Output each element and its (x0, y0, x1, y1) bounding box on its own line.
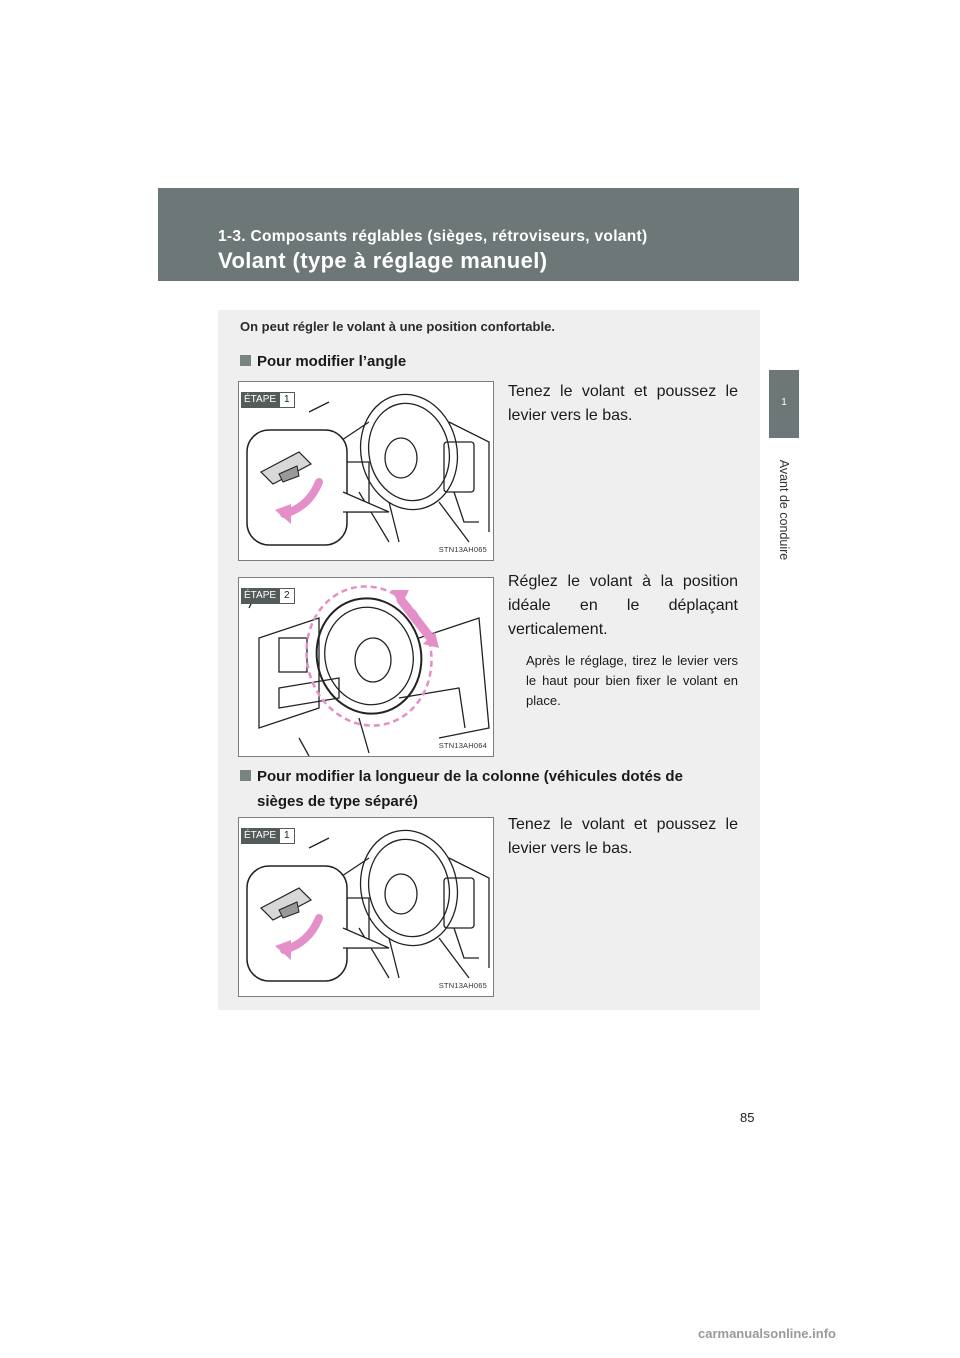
chapter-label: Avant de conduire (777, 459, 791, 561)
intro-text: On peut régler le volant à une position confortable. (240, 319, 555, 334)
subheading-angle (240, 349, 750, 374)
step-number: 1 (279, 392, 295, 408)
figure-step-2-adjust-height (238, 577, 494, 757)
step-label: ÉTAPE (241, 588, 279, 604)
step-badge (241, 588, 295, 604)
figure-code: STN13AH065 (438, 981, 487, 990)
step-label: ÉTAPE (241, 392, 279, 408)
bullet-square-icon (240, 355, 251, 366)
subheading-column-line1: Pour modifier la longueur de la colonne (véhicules dotés de (257, 768, 683, 785)
chapter-tab[interactable] (769, 370, 799, 438)
figure-code: STN13AH064 (438, 741, 487, 750)
figure-step-1-lever-down (238, 381, 494, 561)
steering-lever-illustration (239, 818, 494, 996)
steering-lever-illustration (239, 382, 494, 561)
page-number: 85 (740, 1110, 755, 1125)
figure-step-1-column-lever-down (238, 817, 494, 997)
step-number: 2 (279, 588, 295, 604)
subheading-angle-text: Pour modifier l’angle (257, 353, 407, 370)
chapter-label-vertical (764, 450, 804, 570)
step-2-text: Réglez le volant à la position idéale en le déplaçant verticalement. (508, 573, 738, 638)
bullet-square-icon (240, 770, 251, 781)
step-label: ÉTAPE (241, 828, 279, 844)
step-badge (241, 392, 295, 408)
section-title: 1-3. Composants réglables (sièges, rétroviseurs, volant) (218, 228, 648, 245)
figure-code: STN13AH065 (438, 545, 487, 554)
subheading-column-length (240, 764, 750, 814)
step-badge (241, 828, 295, 844)
subheading-column-line2: sièges de type séparé) (257, 793, 418, 810)
watermark-footer[interactable]: carmanualsonline.info (698, 1326, 836, 1341)
step-number: 1 (279, 828, 295, 844)
step-1-text: Tenez le volant et poussez le levier vers le bas. (508, 383, 738, 424)
chapter-header (158, 188, 799, 281)
chapter-number: 1 (781, 397, 787, 408)
page-title: Volant (type à réglage manuel) (218, 248, 548, 273)
step-2-note: Après le réglage, tirez le levier vers le haut pour bien fixer le volant en place. (526, 653, 738, 708)
steering-tilt-illustration (239, 578, 494, 757)
step-3-text: Tenez le volant et poussez le levier vers le bas. (508, 816, 738, 857)
